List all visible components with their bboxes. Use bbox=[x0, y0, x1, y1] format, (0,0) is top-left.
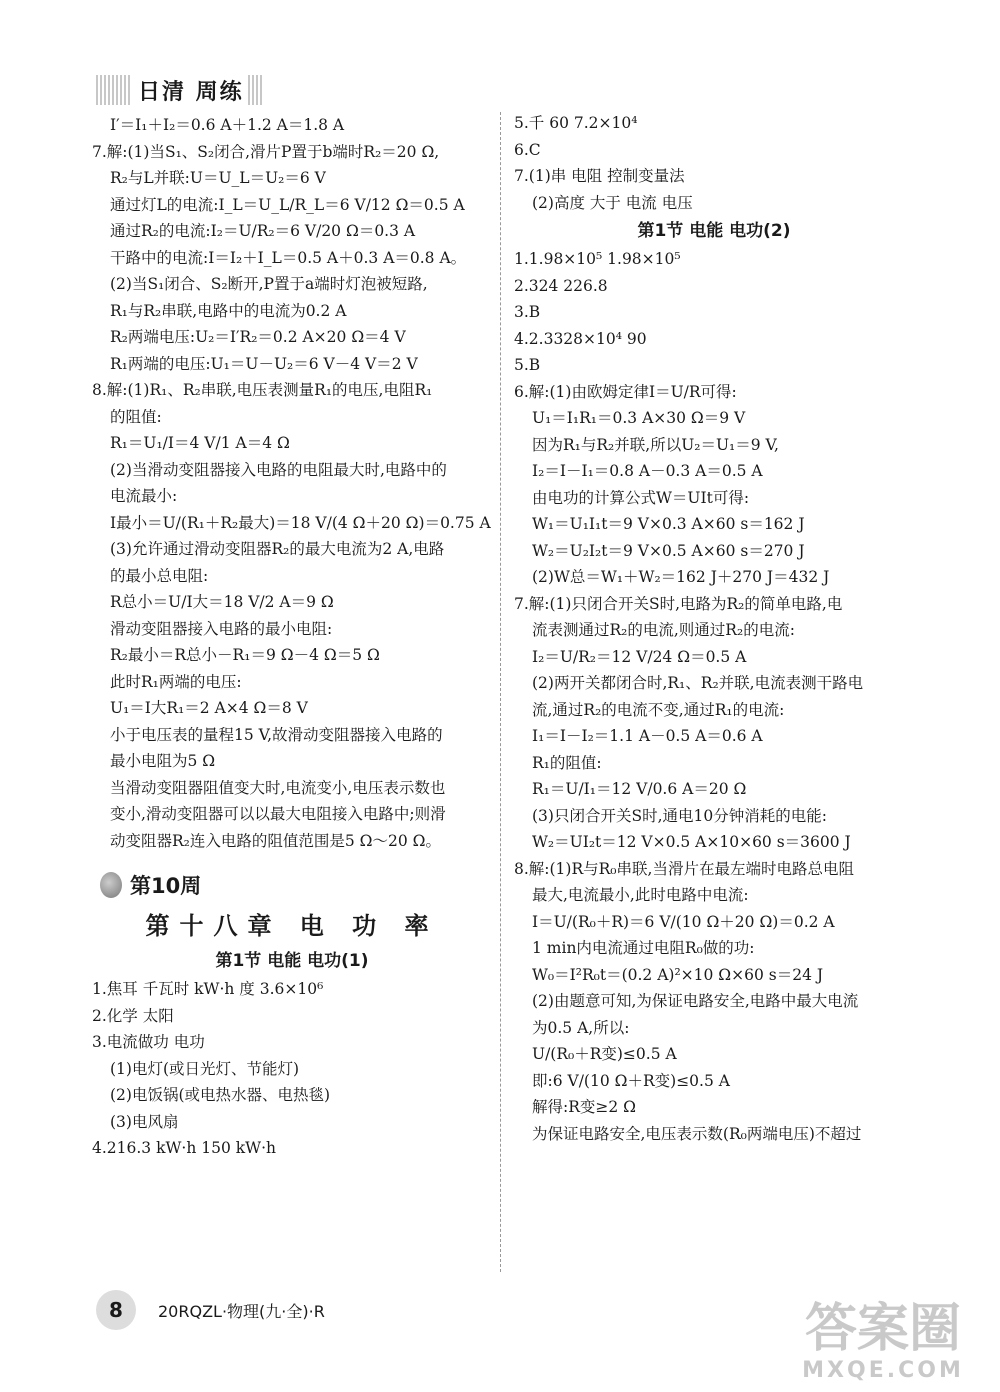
answer-line: I₂＝U/R₂＝12 V/24 Ω＝0.5 A bbox=[532, 647, 747, 666]
answer-line: 解得:R变≥2 Ω bbox=[532, 1098, 637, 1116]
right-column bbox=[514, 110, 914, 1147]
answer-line: 7.解:(1)当S₁、S₂闭合,滑片P置于b端时R₂＝20 Ω, bbox=[92, 142, 440, 161]
answer-line: 6.解:(1)由欧姆定律I＝U/R可得: bbox=[514, 382, 737, 401]
answer-line: 通过R₂的电流:I₂＝U/R₂＝6 V/20 Ω＝0.3 A bbox=[110, 222, 416, 240]
answer-line: U/(R₀＋R变)≤0.5 A bbox=[532, 1045, 677, 1063]
right-bottom-answer-block bbox=[514, 246, 914, 1147]
answer-line: 5.千 60 7.2×10⁴ bbox=[514, 114, 638, 132]
watermark-main: 答案圈 bbox=[804, 1299, 961, 1359]
answer-line: R总小＝U/I大＝18 V/2 A＝9 Ω bbox=[110, 593, 334, 611]
answer-line: R₂最小＝R总小－R₁＝9 Ω－4 Ω＝5 Ω bbox=[110, 646, 380, 664]
book-code: 20RQZL·物理(九·全)·R bbox=[158, 1301, 325, 1321]
answer-line: W₂＝UI₂t＝12 V×0.5 A×10×60 s＝3600 J bbox=[532, 833, 851, 851]
answer-line: 当滑动变阻器阻值变大时,电流变小,电压表示数也 bbox=[110, 778, 446, 797]
left-column bbox=[92, 112, 492, 1162]
answer-line: 流表测通过R₂的电流,则通过R₂的电流: bbox=[532, 621, 795, 639]
page-footer bbox=[96, 1290, 325, 1330]
week-label: 第10周 bbox=[130, 874, 202, 898]
answer-line: I＝U/(R₀＋R)＝6 V/(10 Ω＋20 Ω)＝0.2 A bbox=[532, 912, 835, 931]
answer-line: 干路中的电流:I＝I₂＋I_L＝0.5 A＋0.3 A＝0.8 A。 bbox=[110, 248, 467, 267]
right-top-answer-block bbox=[514, 110, 914, 216]
answer-line: (2)W总＝W₁＋W₂＝162 J＋270 J＝432 J bbox=[532, 568, 830, 586]
column-divider bbox=[500, 112, 501, 1272]
answer-line: 电流最小: bbox=[110, 487, 178, 505]
answer-line: R₁两端的电压:U₁＝U－U₂＝6 V－4 V＝2 V bbox=[110, 354, 418, 373]
answer-line: U₁＝I₁R₁＝0.3 A×30 Ω＝9 V bbox=[532, 409, 746, 427]
answer-line: 即:6 V/(10 Ω＋R变)≤0.5 A bbox=[532, 1071, 730, 1090]
answer-line: 最小电阻为5 Ω bbox=[110, 752, 216, 770]
answer-line: 5.B bbox=[514, 356, 541, 374]
week-badge-icon bbox=[100, 872, 122, 898]
answer-line: 1.1.98×10⁵ 1.98×10⁵ bbox=[514, 250, 681, 268]
answer-line: 2.化学 太阳 bbox=[92, 1006, 174, 1025]
answer-line: 由电功的计算公式W＝UIt可得: bbox=[532, 488, 750, 507]
answer-line: R₁＝U/I₁＝12 V/0.6 A＝20 Ω bbox=[532, 780, 747, 798]
answer-line: 为保证电路安全,电压表示数(R₀两端电压)不超过 bbox=[532, 1124, 862, 1143]
watermark-url: MXQE.COM bbox=[802, 1358, 964, 1383]
answer-line: (2)当S₁闭合、S₂断开,P置于a端时灯泡被短路, bbox=[110, 275, 428, 293]
answer-line: 3.B bbox=[514, 303, 541, 321]
answer-line: 4.2.3328×10⁴ 90 bbox=[514, 329, 647, 348]
answer-line: R₁＝U₁/I＝4 V/1 A＝4 Ω bbox=[110, 434, 290, 452]
header-title: 日清 周练 bbox=[138, 79, 244, 105]
section-title-right: 第1节 电能 电功(2) bbox=[637, 221, 791, 241]
answer-line: 动变阻器R₂连入电路的阻值范围是5 Ω～20 Ω。 bbox=[110, 831, 442, 850]
answer-line: 8.解:(1)R₁、R₂串联,电压表测量R₁的电压,电阻R₁ bbox=[92, 381, 433, 399]
page-header bbox=[96, 72, 262, 108]
answer-line: 3.电流做功 电功 bbox=[92, 1033, 205, 1051]
answer-line: (2)两开关都闭合时,R₁、R₂并联,电流表测干路电 bbox=[532, 674, 864, 692]
week-heading bbox=[100, 870, 492, 900]
answer-line: 因为R₁与R₂并联,所以U₂＝U₁＝9 V, bbox=[532, 435, 779, 454]
answer-line: 7.解:(1)只闭合开关S时,电路为R₂的简单电路,电 bbox=[514, 594, 843, 613]
answer-line: 最大,电流最小,此时电路中电流: bbox=[532, 886, 749, 904]
answer-line: W₀＝I²R₀t＝(0.2 A)²×10 Ω×60 s＝24 J bbox=[532, 965, 824, 984]
answer-line: 此时R₁两端的电压: bbox=[110, 672, 242, 691]
chapter-title: 第十八章 电 功 率 bbox=[145, 912, 439, 940]
answer-line: 8.解:(1)R与R₀串联,当滑片在最左端时电路总电阻 bbox=[514, 859, 854, 878]
answer-line: (2)由题意可知,为保证电路安全,电路中最大电流 bbox=[532, 992, 859, 1010]
answer-line: 小于电压表的量程15 V,故滑动变阻器接入电路的 bbox=[110, 725, 443, 744]
section-title-left: 第1节 电能 电功(1) bbox=[215, 951, 369, 971]
answer-line: W₁＝U₁I₁t＝9 V×0.3 A×60 s＝162 J bbox=[532, 515, 805, 533]
answer-line: I′＝I₁＋I₂＝0.6 A＋1.2 A＝1.8 A bbox=[110, 116, 345, 134]
left-answer-block bbox=[92, 112, 492, 854]
header-decoration bbox=[248, 75, 262, 105]
answer-line: 通过灯L的电流:I_L＝U_L/R_L＝6 V/12 Ω＝0.5 A bbox=[110, 195, 465, 214]
answer-line: R₁的阻值: bbox=[532, 753, 602, 772]
answer-line: 4.216.3 kW·h 150 kW·h bbox=[92, 1139, 276, 1157]
answer-line: (3)允许通过滑动变阻器R₂的最大电流为2 A,电路 bbox=[110, 540, 445, 558]
answer-line: 6.C bbox=[514, 140, 541, 159]
answer-line: I₂＝I－I₁＝0.8 A－0.3 A＝0.5 A bbox=[532, 462, 763, 480]
answer-line: R₂与L并联:U＝U_L＝U₂＝6 V bbox=[110, 169, 326, 187]
answer-line: I最小＝U/(R₁＋R₂最大)＝18 V/(4 Ω＋20 Ω)＝0.75 A bbox=[110, 513, 491, 532]
header-decoration bbox=[96, 75, 132, 105]
answer-line: 7.(1)串 电阻 控制变量法 bbox=[514, 167, 685, 185]
answer-line: I₁＝I－I₂＝1.1 A－0.5 A＝0.6 A bbox=[532, 727, 763, 745]
answer-line: 变小,滑动变阻器可以以最大电阻接入电路中;则滑 bbox=[110, 805, 446, 823]
answer-line: (2)电饭锅(或电热水器、电热毯) bbox=[110, 1086, 331, 1104]
answer-line: 1 min内电流通过电阻R₀做的功: bbox=[532, 939, 755, 957]
answer-line: (3)只闭合开关S时,通电10分钟消耗的电能: bbox=[532, 806, 827, 825]
answer-line: (2)高度 大于 电流 电压 bbox=[532, 193, 693, 212]
answer-line: 的阻值: bbox=[110, 407, 162, 426]
watermark-logo bbox=[788, 1300, 978, 1384]
answer-line: 流,通过R₂的电流不变,通过R₁的电流: bbox=[532, 700, 785, 719]
left-bottom-answer-block bbox=[92, 976, 492, 1162]
answer-line: 滑动变阻器接入电路的最小电阻: bbox=[110, 619, 333, 638]
answer-line: U₁＝I大R₁＝2 A×4 Ω＝8 V bbox=[110, 699, 308, 717]
answer-line: (2)当滑动变阻器接入电路的电阻最大时,电路中的 bbox=[110, 460, 447, 479]
answer-line: R₁与R₂串联,电路中的电流为0.2 A bbox=[110, 301, 347, 320]
answer-line: 1.焦耳 千瓦时 kW·h 度 3.6×10⁶ bbox=[92, 980, 324, 998]
answer-line: 为0.5 A,所以: bbox=[532, 1018, 630, 1037]
answer-line: (3)电风扇 bbox=[110, 1112, 179, 1131]
answer-line: (1)电灯(或日光灯、节能灯) bbox=[110, 1059, 300, 1078]
answer-line: W₂＝U₂I₂t＝9 V×0.5 A×60 s＝270 J bbox=[532, 541, 805, 560]
page-number: 8 bbox=[96, 1290, 136, 1330]
answer-line: 2.324 226.8 bbox=[514, 276, 608, 295]
answer-line: R₂两端电压:U₂＝I′R₂＝0.2 A×20 Ω＝4 V bbox=[110, 328, 406, 346]
answer-line: 的最小总电阻: bbox=[110, 566, 209, 585]
